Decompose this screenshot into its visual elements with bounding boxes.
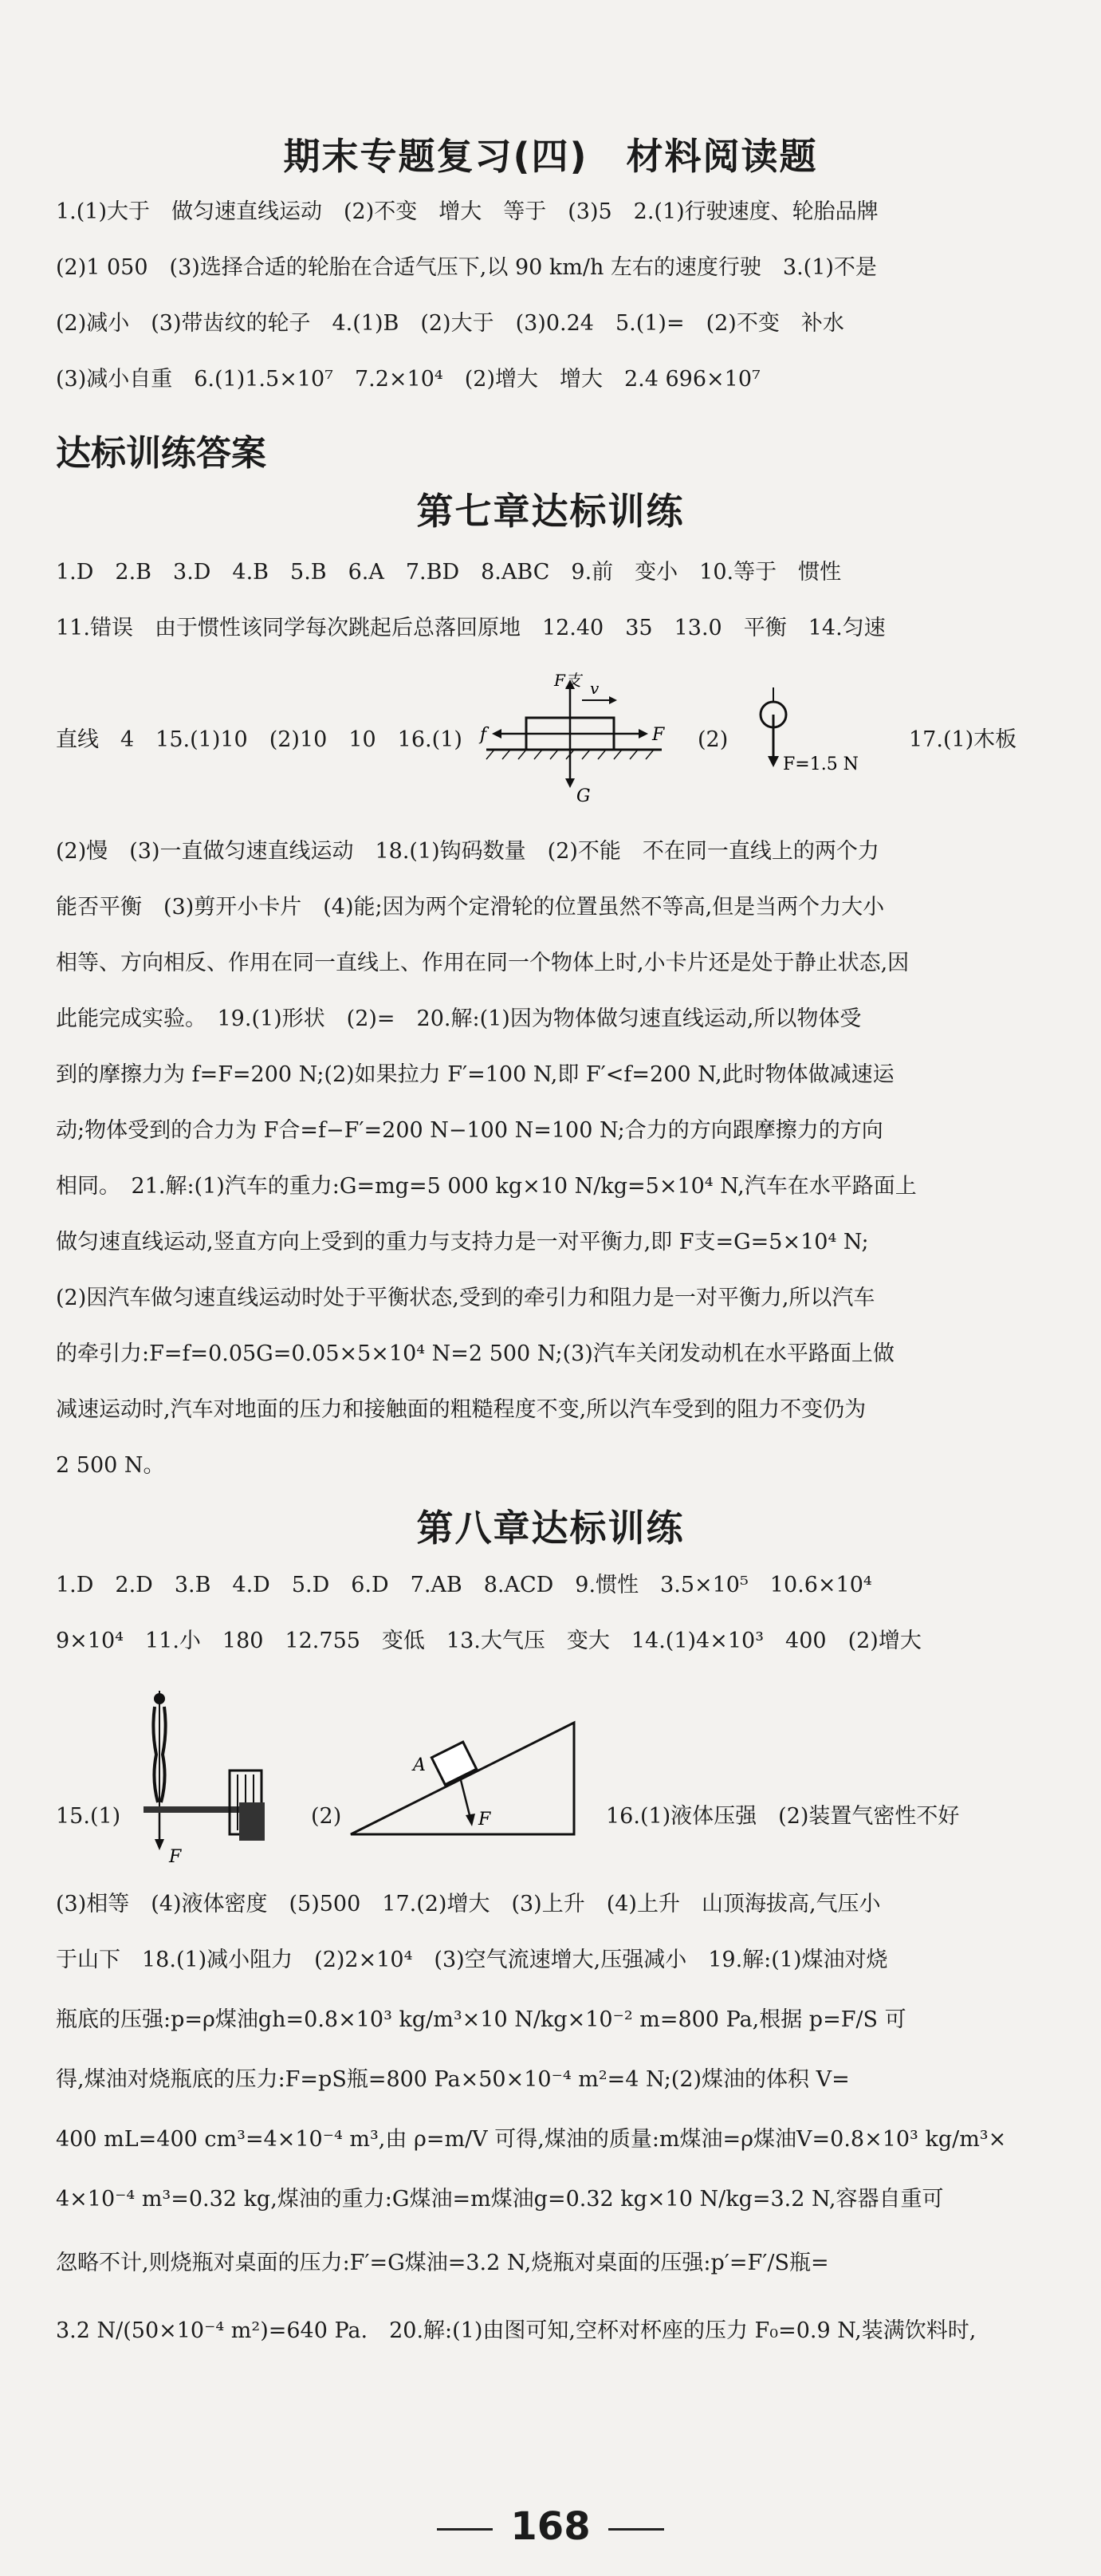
incline-shape [351,1723,574,1834]
label-v: v [590,679,600,698]
answer-line: 2 500 N。 [56,1453,165,1478]
review-title: 期末专题复习(四) 材料阅读题 [283,135,818,178]
answer-line: 忽略不计,则烧瓶对桌面的压力:F′=G煤油=3.2 N,烧瓶对桌面的压强:p′=F′/S瓶= [56,2251,829,2275]
answer-line: 瓶底的压强:p=ρ煤油gh=0.8×10³ kg/m³×10 N/kg×10⁻² m=800 Pa,根据 p=F/S 可 [56,2007,906,2032]
answer-line: 得,煤油对烧瓶底的压力:F=pS瓶=800 Pa×50×10⁻⁴ m²=4 N;(2)煤油的体积 V= [56,2067,850,2092]
answer-line: 相同。 21.解:(1)汽车的重力:G=mg=5 000 kg×10 N/kg=5×10⁴ N,汽车在水平路面上 [56,1174,917,1199]
chapter8-title: 第八章达标训练 [416,1507,685,1550]
answer-line: 到的摩擦力为 f=F=200 N;(2)如果拉力 F′=100 N,即 F′<f=200 N,此时物体做减速运 [56,1062,895,1087]
answer-line: (2)1 050 (3)选择合适的轮胎在合适气压下,以 90 km/h 左右的速度行驶 3.(1)不是 [56,255,877,280]
answer-line: 做匀速直线运动,竖直方向上受到的重力与支持力是一对平衡力,即 F支=G=5×10⁴ N; [56,1230,869,1255]
page-number [0,2504,1101,2549]
page-number-text: 168 [510,2504,591,2549]
page-number-dash-right [608,2528,664,2531]
answer-line: (2) [698,727,729,752]
answer-line: 能否平衡 (3)剪开小卡片 (4)能;因为两个定滑轮的位置虽然不等高,但是当两个力大小 [56,895,885,920]
answer-line: 1.(1)大于 做匀速直线运动 (2)不变 增大 等于 (3)5 2.(1)行驶速度、轮胎品牌 [56,199,879,224]
answer-line: 此能完成实验。 19.(1)形状 (2)= 20.解:(1)因为物体做匀速直线运动,所以物体受 [56,1006,862,1031]
chapter7-title: 第七章达标训练 [416,490,685,533]
section-heading: 达标训练答案 [56,433,266,474]
answer-line: (2)减小 (3)带齿纹的轮子 4.(1)B (2)大于 (3)0.24 5.(1)= (2)不变 补水 [56,311,844,336]
answer-line: (2)慢 (3)一直做匀速直线运动 18.(1)钩码数量 (2)不能 不在同一直线上的两个力 [56,839,879,864]
answer-line: (2) [311,1804,342,1829]
answer-line: 1.D 2.B 3.D 4.B 5.B 6.A 7.BD 8.ABC 9.前 变小 10.等于 惯性 [56,560,842,585]
diver-diagram [128,1683,319,1866]
answer-line: 减速运动时,汽车对地面的压力和接触面的粗糙程度不变,所以汽车受到的阻力不变仍为 [56,1397,867,1422]
incline-diagram [343,1707,582,1850]
answer-line: 直线 4 15.(1)10 (2)10 10 16.(1) [56,727,462,752]
label-F: F [652,725,665,745]
answer-line: 动;物体受到的合力为 F合=f−F′=200 N−100 N=100 N;合力的方向跟摩擦力的方向 [56,1118,883,1143]
answer-line: (2)因汽车做匀速直线运动时处于平衡状态,受到的牵引力和阻力是一对平衡力,所以汽车 [56,1286,875,1310]
answer-line: (3)减小自重 6.(1)1.5×10⁷ 7.2×10⁴ (2)增大 增大 2.4 696×10⁷ [56,367,761,392]
answer-line: 相等、方向相反、作用在同一直线上、作用在同一个物体上时,小卡片还是处于静止状态,因 [56,951,910,975]
label-fz: F支 [554,671,581,690]
label-f: f [480,725,487,745]
answer-line: 16.(1)液体压强 (2)装置气密性不好 [606,1804,960,1829]
answer-line: 11.错误 由于惯性该同学每次跳起后总落回原地 12.40 35 13.0 平衡 14.匀速 [56,616,886,640]
answer-line: 400 mL=400 cm³=4×10⁻⁴ m³,由 ρ=m/V 可得,煤油的质量:m煤油=ρ煤油V=0.8×10³ kg/m³× [56,2127,1007,2152]
answer-line: 1.D 2.D 3.B 4.D 5.D 6.D 7.AB 8.ACD 9.惯性 3.5×10⁵ 10.6×10⁴ [56,1573,872,1597]
diving-board [144,1806,239,1813]
page-number-dash-left [437,2528,493,2531]
answer-line: 15.(1) [56,1804,121,1829]
label-G: G [576,786,591,806]
block-A [431,1742,476,1785]
answer-line: 于山下 18.(1)减小阻力 (2)2×10⁴ (3)空气流速增大,压强减小 19.解:(1)煤油对烧 [56,1948,888,1972]
answer-line: 的牵引力:F=f=0.05G=0.05×5×10⁴ N=2 500 N;(3)汽车关闭发动机在水平路面上做 [56,1341,895,1366]
force-diagram-hanging [741,687,869,783]
answer-line: 3.2 N/(50×10⁻⁴ m²)=640 Pa. 20.解:(1)由图可知,空杯对杯座的压力 F₀=0.9 N,装满饮料时, [56,2318,977,2343]
answer-line: 17.(1)木板 [909,727,1017,752]
label-F2: F [478,1810,491,1830]
answer-line: 9×10⁴ 11.小 180 12.755 变低 13.大气压 变大 14.(1)4×10³ 400 (2)增大 [56,1629,922,1653]
answer-line: 4×10⁻⁴ m³=0.32 kg,煤油的重力:G煤油=m煤油g=0.32 kg×10 N/kg=3.2 N,容器自重可 [56,2187,944,2212]
label-force: F=1.5 N [783,754,859,774]
label-A: A [413,1755,426,1775]
label-F: F [169,1847,182,1866]
answer-line: (3)相等 (4)液体密度 (5)500 17.(2)增大 (3)上升 (4)上升 山顶海拔高,气压小 [56,1892,881,1916]
force-diagram-block [470,670,670,809]
